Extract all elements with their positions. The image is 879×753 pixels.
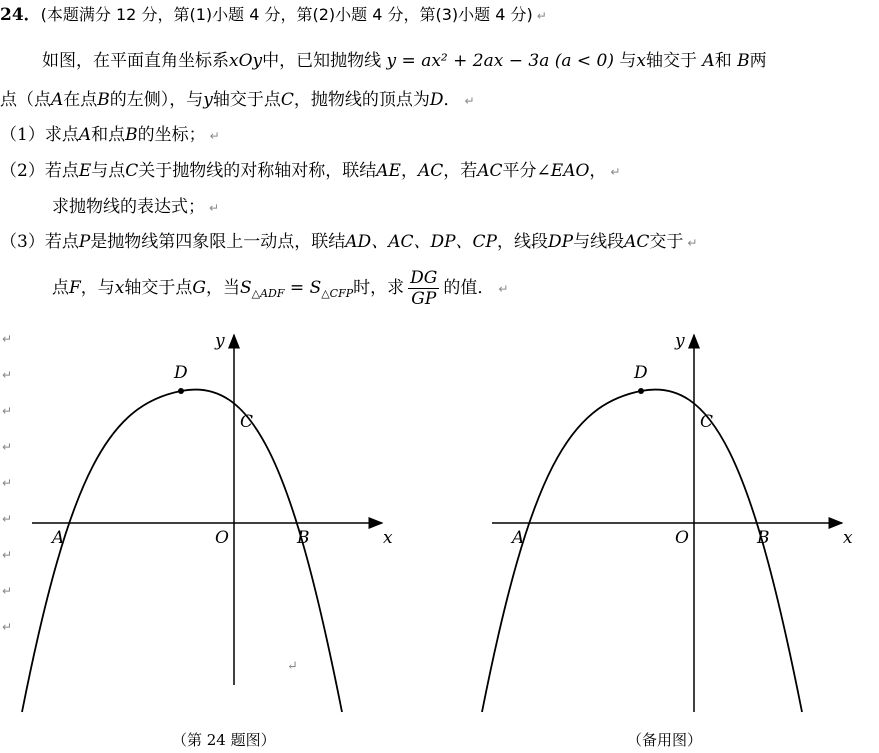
- label-b: B: [757, 528, 770, 548]
- point-f: F: [69, 278, 81, 298]
- point-b: B: [737, 51, 750, 71]
- text: 时，求: [353, 278, 405, 298]
- return-mark: ↵: [2, 584, 13, 598]
- text: 的值．: [443, 278, 495, 298]
- parabola-curve: [482, 390, 802, 712]
- return-mark: ↵: [2, 512, 13, 526]
- text: 轴交于点: [124, 278, 193, 298]
- q3-label: （3）: [0, 232, 45, 252]
- xoy-var: xOy: [229, 51, 263, 71]
- label-b: B: [297, 528, 310, 548]
- return-mark: ↵: [536, 9, 547, 23]
- text: 点（点: [0, 90, 51, 110]
- return-mark: ↵: [464, 94, 475, 108]
- return-mark: ↵: [610, 165, 621, 179]
- equals: =: [284, 278, 310, 298]
- text: ，若: [443, 161, 478, 181]
- text: 求抛物线的表达式；: [52, 197, 205, 217]
- problem-number: 24．: [0, 5, 41, 25]
- label-o: O: [215, 528, 229, 548]
- x-var: x: [636, 51, 647, 71]
- return-mark: ↵: [287, 659, 298, 674]
- point-d: D: [429, 90, 444, 110]
- label-y: y: [215, 331, 225, 351]
- label-y: y: [675, 331, 685, 351]
- return-mark: ↵: [2, 368, 13, 382]
- text: 轴交于点: [212, 90, 281, 110]
- return-mark: ↵: [2, 476, 13, 490]
- figure-2: [482, 331, 853, 712]
- text: ，: [589, 161, 607, 181]
- label-a: A: [512, 528, 525, 548]
- return-mark: ↵: [2, 620, 13, 634]
- segment-ac: AC: [624, 232, 650, 252]
- text: ．: [443, 90, 461, 110]
- return-mark: ↵: [498, 282, 509, 296]
- intro-text: 如图，在平面直角坐标系: [42, 51, 229, 71]
- return-mark: ↵: [209, 129, 220, 143]
- point-a: A: [78, 125, 92, 145]
- subscript-cfp: △CFP: [321, 287, 354, 300]
- return-mark: ↵: [687, 236, 698, 250]
- scoring-text: (本题满分 12 分，第(1)小题 4 分，第(2)小题 4 分，第(3)小题 4 分): [40, 5, 533, 24]
- area-s: S: [309, 278, 322, 298]
- point-e: E: [78, 161, 92, 181]
- label-c: C: [700, 412, 714, 432]
- point-c: C: [280, 90, 294, 110]
- intro-text: 和: [714, 51, 732, 71]
- text: 求点: [44, 125, 79, 145]
- intro-text: 中，已知抛物线: [262, 51, 382, 71]
- point-a: A: [51, 90, 64, 110]
- vertex-point: [178, 388, 184, 394]
- text: ，线段: [497, 232, 548, 252]
- segment-ac: AC: [477, 161, 503, 181]
- fraction-numerator: DG: [410, 268, 438, 288]
- segment-ac: AC: [417, 161, 444, 181]
- text: 和点: [91, 125, 126, 145]
- text: 是抛物线第四象限上一动点，联结: [90, 232, 346, 252]
- text: 的左侧），与: [109, 90, 204, 110]
- label-x: x: [843, 528, 853, 548]
- point-c: C: [125, 161, 139, 181]
- figure-1-caption: （第 24 题图）: [172, 731, 276, 749]
- intro-text: 两: [749, 51, 767, 71]
- q2-label: （2）: [0, 161, 45, 181]
- text: 关于抛物线的对称轴对称，联结: [138, 161, 377, 181]
- subscript-adf: △ADF: [251, 287, 285, 300]
- label-o: O: [675, 528, 689, 548]
- label-c: C: [240, 412, 254, 432]
- intro-text: 与: [619, 51, 637, 71]
- point-p: P: [78, 232, 91, 252]
- label-a: A: [52, 528, 65, 548]
- text: 的坐标；: [137, 125, 206, 145]
- intro-text: 轴交于: [646, 51, 698, 71]
- return-mark: ↵: [209, 201, 220, 215]
- figure-1: [22, 331, 393, 712]
- y-var: y: [203, 90, 213, 110]
- return-mark: ↵: [2, 440, 13, 454]
- segment-dp: DP: [548, 232, 574, 252]
- text: ，: [400, 161, 418, 181]
- text: 若点: [44, 232, 79, 252]
- q1-label: （1）: [0, 125, 45, 145]
- point-b: B: [125, 125, 138, 145]
- angle-eao: ∠EAO: [536, 161, 590, 181]
- point-g: G: [192, 278, 206, 298]
- label-d: D: [174, 363, 188, 383]
- text: 与点: [91, 161, 126, 181]
- text: ，当: [205, 278, 240, 298]
- return-mark: ↵: [2, 404, 13, 418]
- fraction-denominator: GP: [411, 289, 437, 309]
- segment-list: AD、AC、DP、CP: [345, 232, 497, 252]
- text: 平分: [502, 161, 537, 181]
- return-mark: ↵: [2, 548, 13, 562]
- figure-2-caption: （备用图）: [627, 731, 703, 749]
- point-b: B: [97, 90, 110, 110]
- return-mark: ↵: [2, 332, 13, 346]
- point-a: A: [702, 51, 715, 71]
- label-x: x: [383, 528, 393, 548]
- text: ，抛物线的顶点为: [293, 90, 430, 110]
- text: 与线段: [573, 232, 625, 252]
- label-d: D: [634, 363, 648, 383]
- x-var: x: [114, 278, 125, 298]
- text: ，与: [80, 278, 115, 298]
- text: 若点: [44, 161, 79, 181]
- area-s: S: [239, 278, 252, 298]
- segment-ae: AE: [376, 161, 401, 181]
- text: 交于: [649, 232, 684, 252]
- parabola-formula: y = ax² + 2ax − 3a (a < 0): [386, 51, 615, 71]
- text: 点: [52, 278, 69, 298]
- text: 在点: [63, 90, 98, 110]
- vertex-point: [638, 388, 644, 394]
